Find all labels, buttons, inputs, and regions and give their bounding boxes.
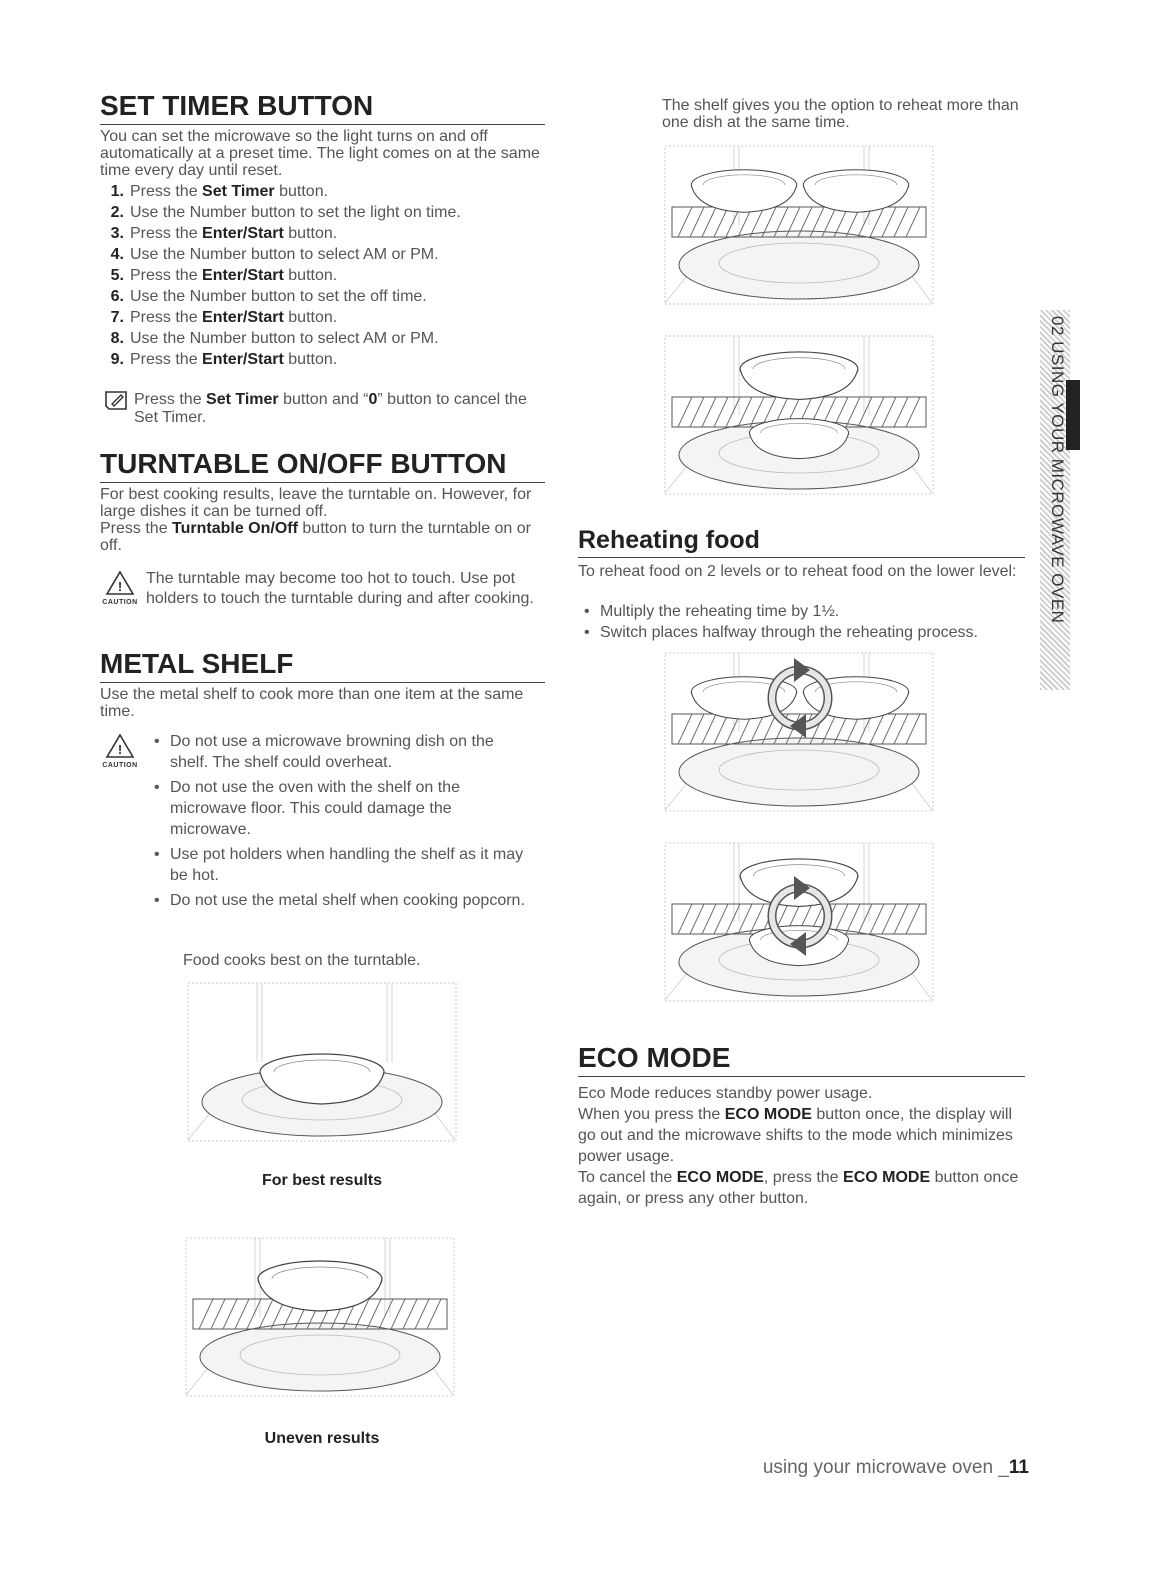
reheating-title: Reheating food <box>578 525 1025 558</box>
caution-icon <box>100 570 140 606</box>
caption-best-results: For best results <box>261 1172 383 1189</box>
figure-dishes-two-levels <box>664 335 934 495</box>
metal-shelf-intro: Use the metal shelf to cook more than one item at the same time. <box>100 686 524 720</box>
metal-shelf-cautions <box>148 731 528 915</box>
reheating-intro: To reheat food on 2 levels or to reheat food on the lower level: <box>578 563 1017 580</box>
set-timer-step: 6. Use the Number button to set the off time. <box>110 288 427 305</box>
set-timer-step: 7. Press the Enter/Start button. <box>110 309 338 326</box>
turntable-title: TURNTABLE ON/OFF BUTTON <box>100 448 545 483</box>
caution-label: CAUTION <box>102 599 138 606</box>
caption-uneven-results: Uneven results <box>264 1430 380 1447</box>
note-icon <box>104 389 130 418</box>
metal-shelf-title: METAL SHELF <box>100 648 545 683</box>
turntable-caution-text: The turntable may become too hot to touch. Use pot holders to touch the turntable during and after cooking. <box>146 570 534 607</box>
caution-label: CAUTION <box>102 762 138 769</box>
set-timer-step: 1. Press the Set Timer button. <box>110 183 329 200</box>
set-timer-step: 5. Press the Enter/Start button. <box>110 267 338 284</box>
page-footer: using your microwave oven _11 <box>762 1457 1029 1478</box>
reheating-tips <box>578 601 1025 643</box>
caution-bullet: • Do not use a microwave browning dish on the shelf. The shelf could overheat. <box>148 731 528 773</box>
shelf-intro-text: The shelf gives you the option to reheat more than one dish at the same time. <box>662 97 1019 131</box>
figure-two-dishes-on-shelf <box>664 145 934 305</box>
set-timer-intro: You can set the microwave so the light turns on and off automatically at a preset time. The light comes on at the same time every day until reset. <box>100 128 540 179</box>
set-timer-step: 8. Use the Number button to select AM or PM. <box>110 330 439 347</box>
figure-switch-dishes-levels <box>664 842 934 1002</box>
eco-mode-title: ECO MODE <box>578 1042 1025 1077</box>
reheat-bullet: • Switch places halfway through the reheating process. <box>578 622 1025 643</box>
food-note: Food cooks best on the turntable. <box>183 952 421 969</box>
turntable-para-1: For best cooking results, leave the turntable on. However, for large dishes it can be turned off. <box>100 486 532 520</box>
set-timer-title: SET TIMER BUTTON <box>100 90 545 125</box>
set-timer-step: 2. Use the Number button to set the light on time. <box>110 204 461 221</box>
caution-icon <box>100 733 140 769</box>
figure-bowl-on-turntable <box>187 982 457 1142</box>
svg-text:!: ! <box>117 742 123 757</box>
set-timer-step: 4. Use the Number button to select AM or PM. <box>110 246 439 263</box>
svg-text:!: ! <box>117 579 123 594</box>
caution-bullet: • Use pot holders when handling the shelf as it may be hot. <box>148 844 528 886</box>
figure-bowl-on-shelf <box>185 1237 455 1397</box>
turntable-para-2: Press the Turntable On/Off button to turn the turntable on or off. <box>100 520 531 554</box>
reheat-bullet: • Multiply the reheating time by 1½. <box>578 601 1025 622</box>
caution-bullet: • Do not use the metal shelf when cooking popcorn. <box>148 890 528 911</box>
figure-switch-dishes-shelf <box>664 652 934 812</box>
eco-mode-text: Eco Mode reduces standby power usage. When you press the ECO MODE button once, the display will go out and the microwave shifts to the mode which minimizes power usage. To cancel the ECO MODE, press the ECO MODE button once again, or press any other button. <box>578 1085 1019 1207</box>
set-timer-note: Press the Set Timer button and “0” button to cancel the Set Timer. <box>134 391 527 426</box>
chapter-side-label: 02 USING YOUR MICROWAVE OVEN <box>1048 316 1067 624</box>
set-timer-step: 3. Press the Enter/Start button. <box>110 225 338 242</box>
set-timer-steps <box>100 181 545 370</box>
set-timer-step: 9. Press the Enter/Start button. <box>110 351 338 368</box>
caution-bullet: • Do not use the oven with the shelf on the microwave floor. This could damage the microwave. <box>148 777 528 840</box>
